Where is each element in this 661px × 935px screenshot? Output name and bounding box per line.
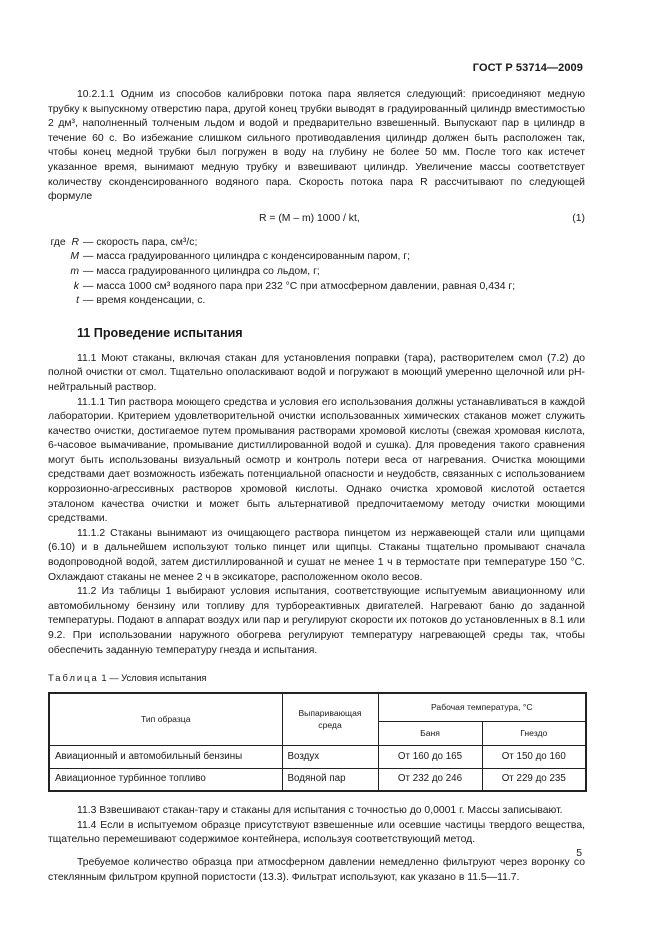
cell-sample: Авиационное турбинное топливо [49, 768, 282, 791]
formula-1 [48, 211, 585, 226]
where-symbol: R [71, 236, 79, 248]
paragraph-11-2: 11.2 Из таблицы 1 выбирают условия испытания, соответствующие испытуемым авиационному или автомобильному бензину или топливу для турбореактивных двигателей. Нагревают баню до заданной температуры. Подают в аппарат воздух или пар и регулируют скорости их потоков до установленных в 8.1 или 9.2. При использовании наружного обогрева регулируют температуру нагревающей среды так, чтобы обеспечить заданную температуру гнезда и испытания. [48, 586, 585, 656]
where-label: где [50, 236, 66, 248]
where-item [48, 265, 585, 280]
page-content [48, 78, 585, 885]
table-header-row [49, 693, 586, 721]
paragraph-10-2-1-1: 10.2.1.1 Одним из способов калибровки потока пара является следующий: присоединяют медную трубку к выпускному отверстию пара, другой конец трубки выводят в градуированный цилиндр вместимостью 2 дм³, наполненный толченым льдом и водой и предварительно взвешенный. Выпускают пар в цилиндр в течение 60 с. Во избежание слишком сильного противодавления цилиндр должен быть расположен так, чтобы конец медной трубки был погружен в воду на глубину не более 50 мм. После того как истечет указанное время, вынимают медную трубку и взвешивают цилиндр. Увеличение массы соответствует количеству сконденсированного водяного пара. Скорость потока пара R рассчитывают по следующей формуле [48, 89, 585, 203]
where-item [48, 236, 585, 251]
where-item [48, 250, 585, 265]
dash: — [83, 265, 94, 277]
header-work-temp: Рабочая температура, °С [378, 693, 586, 721]
dash: — [83, 295, 94, 307]
paragraph-11-4: 11.4 Если в испытуемом образце присутствуют взвешенные или осевшие частицы твердого вещества, тщательно перемешивают содержимое контейнера, используя соответствующий метод. [48, 819, 585, 846]
where-description: масса градуированного цилиндра со льдом, г; [96, 265, 320, 277]
table-caption [48, 672, 585, 684]
table-row [49, 768, 586, 791]
where-item [48, 280, 585, 295]
page-number: 5 [576, 848, 582, 859]
doc-code-header: ГОСТ Р 53714—2009 [472, 62, 583, 74]
paragraph-11-3: 11.3 Взвешивают стакан-тару и стаканы для испытания с точностью до 0,0001 г. Массы записывают. [77, 805, 563, 817]
cell-bath: От 232 до 246 [378, 768, 482, 791]
where-symbol: m [70, 265, 79, 277]
where-symbol: t [76, 295, 79, 307]
dash: — [83, 280, 94, 292]
cell-nest: От 229 до 235 [482, 768, 586, 791]
cell-nest: От 150 до 160 [482, 745, 586, 768]
cell-medium: Воздух [282, 745, 378, 768]
header-nest: Гнездо [482, 721, 586, 745]
table-row [49, 745, 586, 768]
section-heading-11: 11 Проведение испытания [77, 325, 243, 340]
where-symbol: M [70, 251, 79, 263]
table-caption-prefix: Таблица [48, 672, 99, 684]
where-list [48, 236, 585, 309]
table-caption-rest: 1 — Условия испытания [98, 672, 207, 684]
where-description: масса 1000 см³ водяного пара при 232 °С при атмосферном давлении, равная 0,434 г; [96, 280, 516, 292]
header-bath: Баня [378, 721, 482, 745]
where-item [48, 294, 585, 309]
where-description: время конденсации, с. [96, 295, 206, 307]
header-evap-medium: Выпаривающая среда [282, 693, 378, 745]
where-symbol: k [73, 280, 79, 292]
header-sample-type: Тип образца [49, 693, 282, 745]
cell-sample: Авиационный и автомобильный бензины [49, 745, 282, 768]
paragraph-11-1: 11.1 Моют стаканы, включая стакан для установления поправки (тара), растворителем смол (7.2) до полной очистки от смол. Тщательно ополаскивают водой и погружают в моющий умеренно щелочной или pH-нейтральный раствор. [48, 352, 585, 393]
dash: — [83, 251, 94, 263]
formula-text: R = (M – m) 1000 / kt, [259, 212, 360, 224]
paragraph-11-1-2: 11.1.2 Стаканы вынимают из очищающего раствора пинцетом из нержавеющей стали или щипцами (6.10) и в дальнейшем используют только пинцет или щипцы. Стаканы тщательно промывают сначала водопроводной водой, затем дистиллированной и сушат не менее 1 ч в термостате при температуре 150 °С. Охлаждают стаканы не менее 2 ч в эксикаторе, расположенном около весов. [48, 527, 585, 583]
where-description: масса градуированного цилиндра с конденсированным паром, г; [96, 251, 410, 263]
dash: — [83, 236, 94, 248]
cell-medium: Водяной пар [282, 768, 378, 791]
cell-bath: От 160 до 165 [378, 745, 482, 768]
where-description: скорость пара, см³/с; [96, 236, 198, 248]
paragraph-filtering: Требуемое количество образца при атмосферном давлении немедленно фильтруют через воронку со стеклянным фильтром крупной пористости (13.3). Фильтрат используют, как указано в 11.5—11.7. [48, 856, 585, 883]
formula-number: (1) [572, 212, 585, 224]
conditions-table [48, 692, 587, 792]
paragraph-11-1-1: 11.1.1 Тип раствора моющего средства и условия его использования должны устанавливаться в каждой лаборатории. Критерием удовлетворительной очистки использованных химических стаканов может служить качество очистки, достигаемое путем промывания растворами хромовой кислоты (свежая хромовая кислота, 6-часовое вымачивание, промывание дистиллированной водой и сушка). Для проведения такого сравнения могут быть использованы визуальный осмотр и контроль потери веса от нагревания. Очистка моющими средствами дает возможность избежать потенциальной опасности и неудобств, связанных с использованием коррозионно-агрессивных растворов хромовой кислоты. Однако очистка хромовой кислотой остается эталоном качества очистки и может быть альтернативой предпочитаемому методу очистки моющими средствами. [48, 396, 585, 525]
